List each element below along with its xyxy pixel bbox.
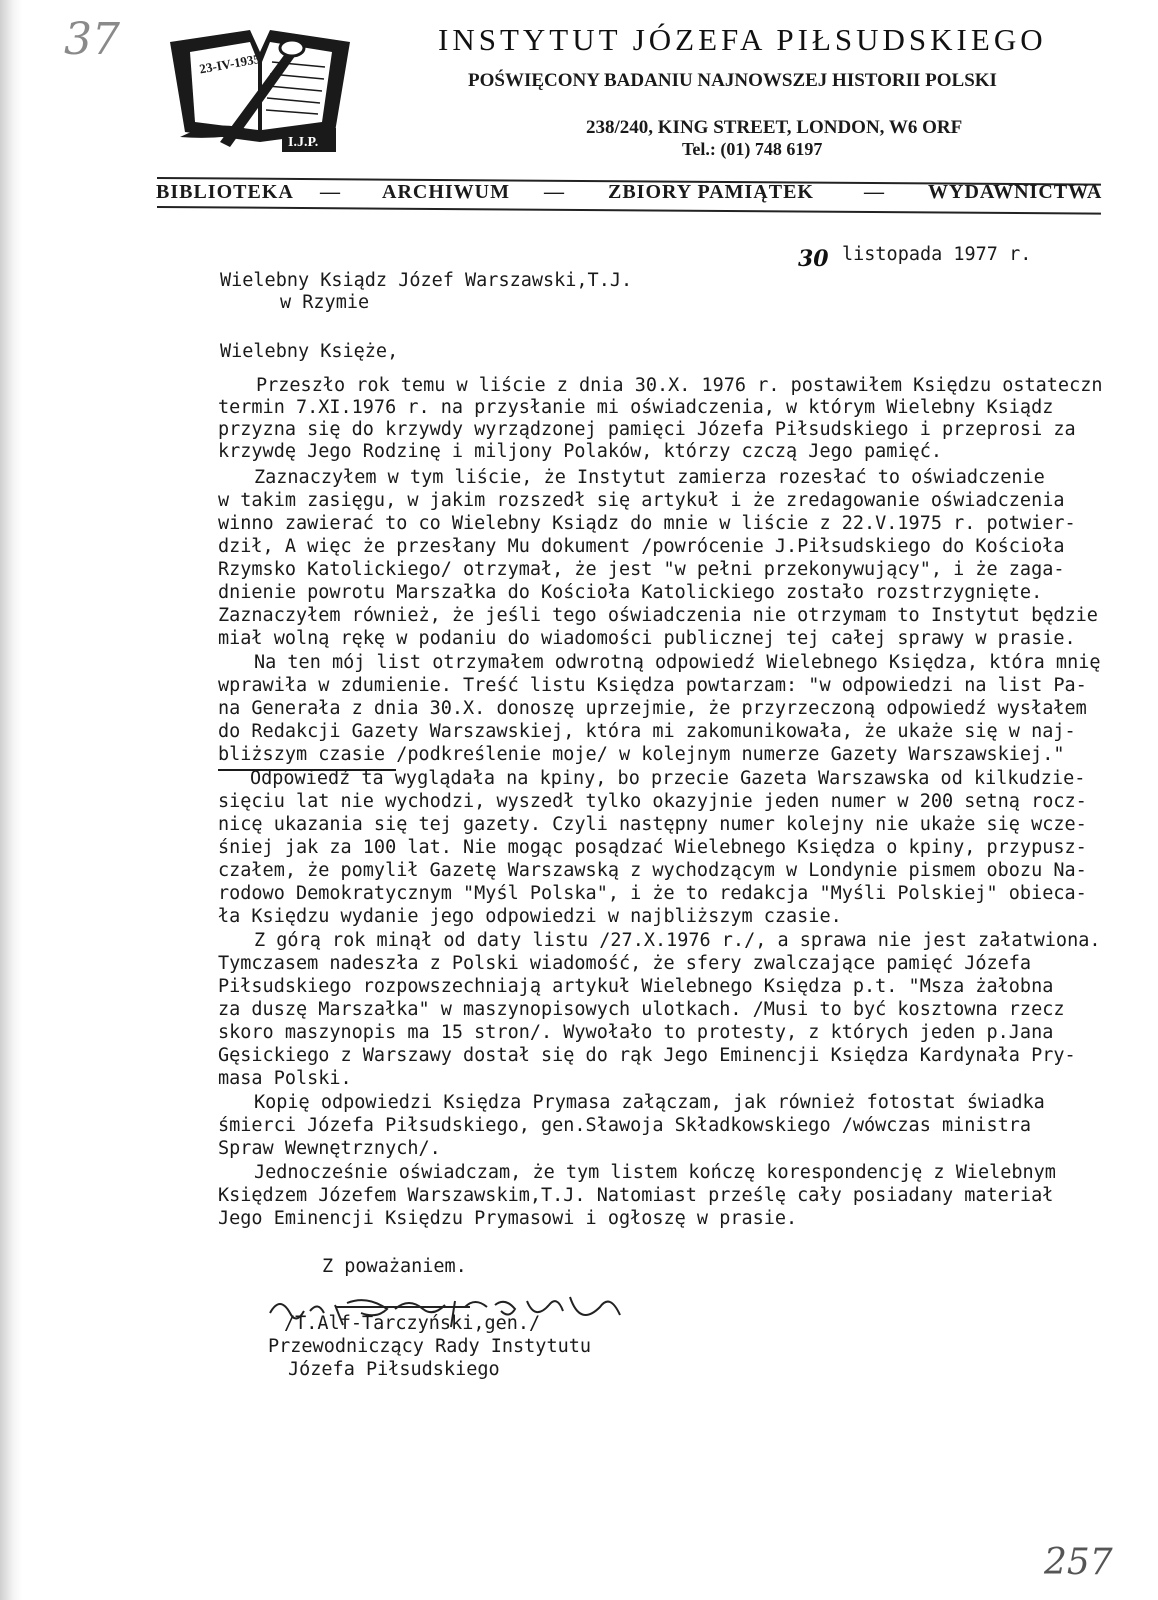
page-number: 257 bbox=[1044, 1542, 1113, 1583]
body-line: za duszę Marszałka" w maszynopisowych ulotkach. /Musi to być kosztowna rzecz bbox=[218, 999, 1065, 1020]
institute-address: 238/240, KING STREET, LONDON, W6 ORF bbox=[586, 117, 963, 138]
logo-initials: I.J.P. bbox=[288, 135, 319, 150]
body-line: Spraw Wewnętrznych/. bbox=[218, 1138, 441, 1159]
body-line: ła Księdzu wydanie jego odpowiedzi w najbliższym czasie. bbox=[218, 906, 842, 927]
body-line: Zaznaczyłem w tym liście, że Instytut zamierza rozesłać to oświadczenie bbox=[254, 467, 1045, 488]
body-line: Z górą rok minął od daty listu /27.X.1976 r./, a sprawa nie jest załatwiona. bbox=[254, 930, 1101, 951]
body-line: Przeszło rok temu w liście z dnia 30.X. 1976 r. postawiłem Księdzu ostateczn bbox=[256, 375, 1103, 396]
archive-mark: 37 bbox=[64, 14, 120, 65]
body-line: termin 7.XI.1976 r. na przysłanie mi oświadczenia, w którym Wielebny Ksiądz bbox=[218, 397, 1054, 418]
body-line: winno zawierać to co Wielebny Ksiądz do mnie w liście z 22.V.1975 r. potwier- bbox=[218, 513, 1076, 534]
letter-date: listopada 1977 r. bbox=[842, 244, 1032, 265]
date-handwritten: 30 bbox=[798, 246, 829, 272]
body-line: Jego Eminencji Księdzu Prymasowi i ogłoszę w prasie. bbox=[218, 1208, 798, 1229]
body-line: do Redakcji Gazety Warszawskiej, która mi zakomunikowała, że ukaże się w naj- bbox=[218, 721, 1076, 742]
signatory-institution: Józefa Piłsudskiego bbox=[288, 1359, 500, 1380]
body-line: masa Polski. bbox=[218, 1068, 352, 1089]
body-line: w takim zasięgu, w jakim rozszedł się artykuł i że zredagowanie oświadczenia bbox=[218, 490, 1065, 511]
body-line: sięciu lat nie wychodzi, wyszedł tylko okazyjnie jeden numer w 200 setną rocz- bbox=[218, 791, 1087, 812]
body-line: Rzymsko Katolickiego/ otrzymał, że jest "w pełni przekonywujący", i że zaga- bbox=[218, 559, 1065, 580]
body-line: Gęsickiego z Warszawy dostał się do rąk Jego Eminencji Księdza Kardynała Pry- bbox=[218, 1045, 1076, 1066]
body-line: Tymczasem nadeszła z Polski wiadomość, że sfery zwalczające pamięć Józefa bbox=[218, 953, 1032, 974]
page-edge bbox=[0, 0, 22, 1600]
body-line: skoro maszynopis ma 15 stron/. Wywołało to protesty, z których jeden p.Jana bbox=[218, 1022, 1054, 1043]
body-line: nicę ukazania się tej gazety. Czyli następny numer kolejny nie ukaże się wcze- bbox=[218, 814, 1087, 835]
institute-name: INSTYTUT JÓZEFA PIŁSUDSKIEGO bbox=[438, 22, 1047, 57]
body-line: miał wolną rękę w podaniu do wiadomości publicznej tej całej sprawy w prasie. bbox=[218, 628, 1076, 649]
body-line: przyzna się do krzywdy wyrządzonej pamięci Józefa Piłsudskiego i przeprosi za bbox=[218, 419, 1076, 440]
recipient-line: w Rzymie bbox=[280, 292, 370, 313]
signatory-name: /T.Alf-Tarczyński,gen./ bbox=[284, 1313, 541, 1334]
body-line: Na ten mój list otrzymałem odwrotną odpowiedź Wielebnego Księdza, która mnię bbox=[254, 652, 1101, 673]
body-line: Księdzem Józefem Warszawskim,T.J. Natomiast prześlę cały posiadany materiał bbox=[218, 1185, 1054, 1206]
salutation: Wielebny Księże, bbox=[220, 341, 399, 362]
body-line: czałem, że pomylił Gazetę Warszawską z wychodzącym w Londynie pismem obozu Na- bbox=[218, 860, 1087, 881]
body-line: rodowo Demokratycznym "Myśl Polska", i że to redakcja "Myśli Polskiej" obieca- bbox=[218, 883, 1087, 904]
body-line: dnienie powrotu Marszałka do Kościoła Katolickiego zostało rozstrzygnięte. bbox=[218, 582, 1043, 603]
body-line: Kopię odpowiedzi Księdza Prymasa załączam, jak również fotostat świadka bbox=[254, 1092, 1045, 1113]
body-line: Zaznaczyłem również, że jeśli tego oświadczenia nie otrzymam to Instytut będzie bbox=[218, 605, 1098, 626]
logo-date: 23-IV-1935 bbox=[198, 51, 262, 77]
closing: Z poważaniem. bbox=[322, 1256, 467, 1277]
body-line: wprawiła w zdumienie. Treść listu Księdza powtarzam: "w odpowiedzi na list Pa- bbox=[218, 675, 1087, 696]
institute-phone: Tel.: (01) 748 6197 bbox=[682, 139, 823, 159]
body-line: Jednocześnie oświadczam, że tym listem kończę korespondencję z Wielebnym bbox=[254, 1162, 1056, 1183]
header-rule-bottom bbox=[157, 206, 1101, 215]
recipient-line: Wielebny Ksiądz Józef Warszawski,T.J. bbox=[220, 270, 633, 291]
body-line: bliższym czasie /podkreślenie moje/ w kolejnym numerze Gazety Warszawskiej." bbox=[218, 744, 1065, 765]
dept-publishing: WYDAWNICTWA bbox=[928, 181, 1103, 203]
dept-library: BIBLIOTEKA bbox=[156, 181, 294, 203]
body-line: krzywdę Jego Rodzinę i miljony Polaków, którzy czczą Jego pamięć. bbox=[218, 441, 942, 462]
body-line: śniej jak za 100 lat. Nie mogąc posądzać Wielebnego Księdza o kpiny, przypusz- bbox=[218, 837, 1087, 858]
dept-separator: — bbox=[320, 181, 340, 203]
dept-archive: ARCHIWUM bbox=[382, 181, 510, 203]
body-line: Piłsudskiego rozpowszechniają artykuł Wielebnego Księdza p.t. "Msza żałobna bbox=[218, 976, 1054, 997]
dept-separator: — bbox=[544, 181, 564, 203]
body-line: śmierci Józefa Piłsudskiego, gen.Sławoja Składkowskiego /wówczas ministra bbox=[218, 1115, 1032, 1136]
institute-subtitle: POŚWIĘCONY BADANIU NAJNOWSZEJ HISTORII POLSKI bbox=[468, 70, 997, 91]
body-line: dził, A więc że przesłany Mu dokument /powrócenie J.Piłsudskiego do Kościoła bbox=[218, 536, 1065, 557]
body-line: na Generała z dnia 30.X. donoszę uprzejmie, że przyrzeczoną odpowiedź wysłałem bbox=[218, 698, 1087, 719]
dept-separator: — bbox=[864, 181, 884, 203]
body-line: Odpowiedź ta wyglądała na kpiny, bo przecie Gazeta Warszawska od kilkudzie- bbox=[250, 768, 1086, 789]
dept-collections: ZBIORY PAMIĄTEK bbox=[608, 181, 814, 203]
signatory-title: Przewodniczący Rady Instytutu bbox=[268, 1336, 592, 1357]
institute-logo bbox=[160, 22, 360, 157]
